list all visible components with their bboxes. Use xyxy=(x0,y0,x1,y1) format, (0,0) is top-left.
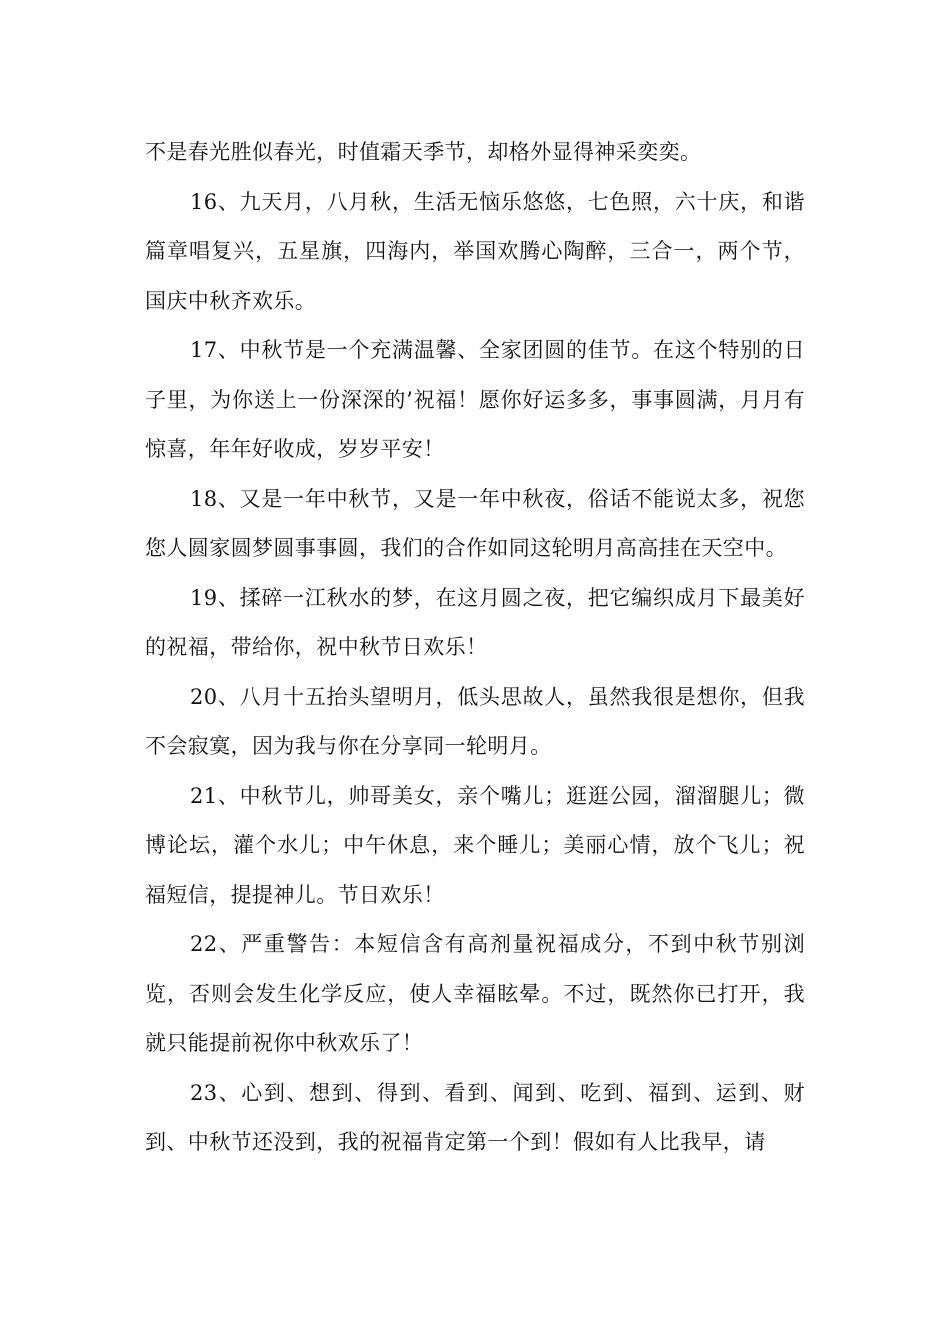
paragraph-18: 18、又是一年中秋节，又是一年中秋夜，俗话不能说太多，祝您您人圆家圆梦圆事事圆，我们的合作如同这轮明月高高挂在天空中。 xyxy=(145,486,805,560)
paragraph-23: 23、心到、想到、得到、看到、闻到、吃到、福到、运到、财到、中秋节还没到，我的祝福肯定第一个到！假如有人比我早，请 xyxy=(145,1080,805,1154)
paragraph-20: 20、八月十五抬头望明月，低头思故人，虽然我很是想你，但我不会寂寞，因为我与你在分享同一轮明月。 xyxy=(145,684,805,758)
paragraph-22: 22、严重警告：本短信含有高剂量祝福成分，不到中秋节别浏览，否则会发生化学反应，使人幸福眩晕。不过，既然你已打开，我就只能提前祝你中秋欢乐了！ xyxy=(145,932,805,1055)
paragraph-19: 19、揉碎一江秋水的梦，在这月圆之夜，把它编织成月下最美好的祝福，带给你，祝中秋节日欢乐！ xyxy=(145,585,805,659)
document-body xyxy=(145,128,805,1168)
paragraph-17: 17、中秋节是一个充满温馨、全家团圆的佳节。在这个特别的日子里，为你送上一份深深的’祝福！愿你好运多多，事事圆满，月月有惊喜，年年好收成，岁岁平安！ xyxy=(145,338,805,461)
paragraph-continuation: 不是春光胜似春光，时值霜天季节，却格外显得神采奕奕。 xyxy=(145,140,702,164)
paragraph-21: 21、中秋节儿，帅哥美女，亲个嘴儿；逛逛公园，溜溜腿儿；微博论坛，灌个水儿；中午休息，来个睡儿；美丽心情，放个飞儿；祝福短信，提提神儿。节日欢乐！ xyxy=(145,783,805,907)
paragraph-16: 16、九天月，八月秋，生活无恼乐悠悠，七色照，六十庆，和谐篇章唱复兴，五星旗，四海内，举国欢腾心陶醉，三合一，两个节，国庆中秋齐欢乐。 xyxy=(145,189,805,313)
